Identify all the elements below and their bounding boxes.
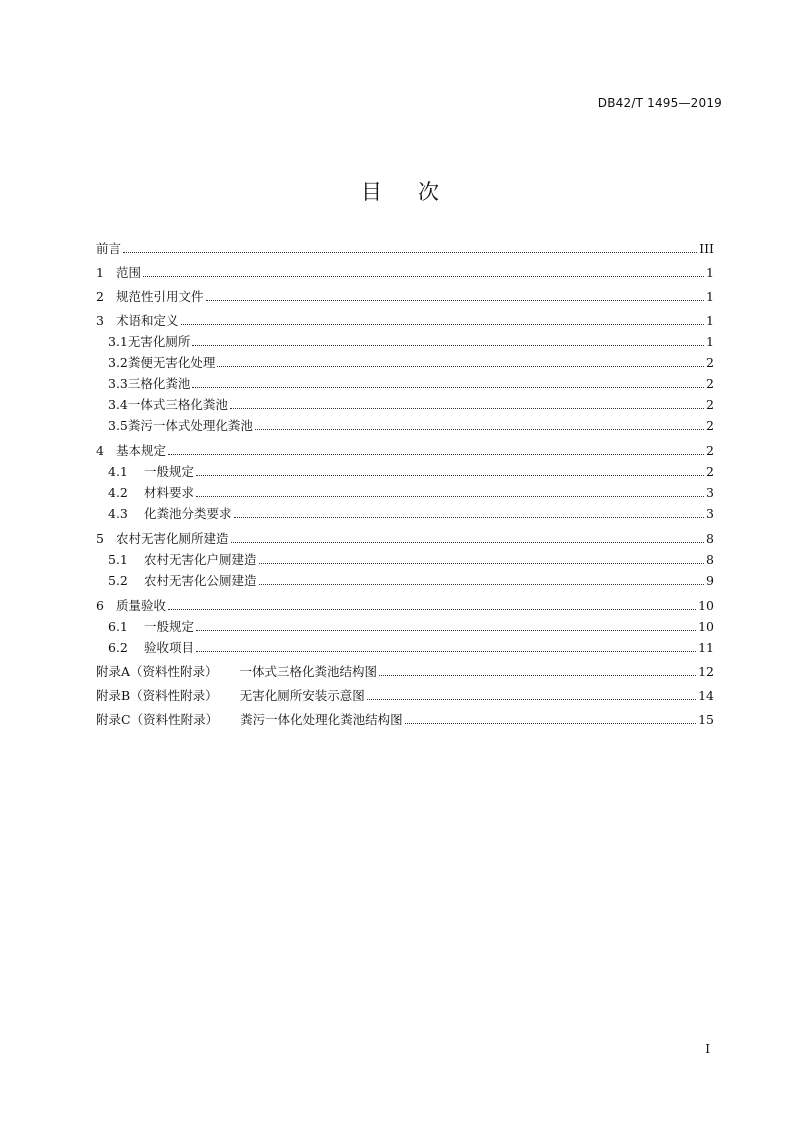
toc-entry-page: 3 — [706, 485, 714, 500]
toc-entry-page: 10 — [698, 598, 714, 613]
toc-entry-label: 农村无害化公厕建造 — [144, 573, 257, 588]
toc-entry-number: 3.1 — [108, 334, 128, 349]
toc-entry-3-1[interactable] — [96, 334, 714, 350]
toc-entry-page: 2 — [706, 418, 714, 433]
dot-leader — [259, 584, 705, 585]
toc-entry-number: 3.4 — [108, 397, 128, 412]
dot-leader — [196, 651, 696, 652]
toc-entry-appendix-b[interactable] — [96, 688, 714, 704]
toc-entry-number: 4 — [96, 443, 104, 458]
table-of-contents — [96, 241, 714, 728]
dot-leader — [367, 699, 696, 700]
toc-entry-number: 6.2 — [108, 640, 128, 655]
toc-entry-number: 4.2 — [108, 485, 128, 500]
toc-entry-6-2[interactable] — [96, 640, 714, 656]
toc-entry-number: 3.3 — [108, 376, 128, 391]
toc-entry-label: 材料要求 — [144, 485, 195, 500]
toc-entry-label: 三格化粪池 — [127, 376, 191, 391]
toc-entry-5-1[interactable] — [96, 552, 714, 568]
dot-leader — [379, 675, 696, 676]
toc-entry-number: 3.2 — [108, 355, 128, 370]
toc-entry-label: 范围 — [116, 265, 142, 280]
toc-entry-page: 1 — [706, 313, 714, 328]
toc-entry-label: 无害化厕所 — [127, 334, 191, 349]
toc-entry-number: 3 — [96, 313, 104, 328]
toc-entry-1[interactable] — [96, 265, 714, 281]
toc-entry-5-2[interactable] — [96, 573, 714, 589]
dot-leader — [206, 300, 705, 301]
toc-entry-5[interactable] — [96, 531, 714, 547]
toc-entry-4-2[interactable] — [96, 485, 714, 501]
dot-leader — [259, 563, 705, 564]
dot-leader — [168, 454, 704, 455]
toc-entry-appendix-c[interactable] — [96, 712, 714, 728]
toc-entry-number: 1 — [96, 265, 104, 280]
page-title: 目次 — [361, 180, 475, 204]
toc-entry-page: 1 — [706, 265, 714, 280]
toc-entry-number: 4.3 — [108, 506, 128, 521]
toc-entry-3-4[interactable] — [96, 397, 714, 413]
dot-leader — [234, 517, 705, 518]
toc-entry-page: 2 — [706, 464, 714, 479]
dot-leader — [192, 345, 704, 346]
toc-entry-label: 规范性引用文件 — [116, 289, 204, 304]
toc-entry-number: 5.2 — [108, 573, 128, 588]
toc-entry-label: 化粪池分类要求 — [144, 506, 232, 521]
toc-entry-3-5[interactable] — [96, 418, 714, 434]
toc-entry-number: 附录C（资料性附录） — [96, 712, 219, 727]
toc-entry-label: 验收项目 — [144, 640, 195, 655]
toc-entry-page: 3 — [706, 506, 714, 521]
toc-entry-label: 无害化厕所安装示意图 — [239, 688, 365, 703]
toc-entry-label: 质量验收 — [116, 598, 167, 613]
toc-entry-number: 附录B（资料性附录） — [96, 688, 218, 703]
toc-entry-label: 基本规定 — [116, 443, 167, 458]
toc-entry-page: 1 — [706, 289, 714, 304]
toc-entry-3-2[interactable] — [96, 355, 714, 371]
toc-entry-page: 9 — [706, 573, 714, 588]
toc-entry-label: 农村无害化户厕建造 — [144, 552, 257, 567]
toc-entry-page: 2 — [706, 376, 714, 391]
toc-entry-number: 5.1 — [108, 552, 128, 567]
toc-entry-3[interactable] — [96, 313, 714, 329]
toc-entry-label: 粪污一体化处理化粪池结构图 — [240, 712, 403, 727]
toc-entry-label: 前言 — [96, 241, 122, 256]
toc-entry-number: 4.1 — [108, 464, 128, 479]
toc-entry-label: 农村无害化厕所建造 — [116, 531, 229, 546]
dot-leader — [230, 408, 704, 409]
toc-entry-number: 6.1 — [108, 619, 128, 634]
toc-entry-foreword[interactable] — [96, 241, 714, 257]
dot-leader — [196, 475, 704, 476]
toc-entry-page: 12 — [698, 664, 714, 679]
toc-entry-number: 2 — [96, 289, 104, 304]
toc-entry-label: 粪污一体式处理化粪池 — [127, 418, 253, 433]
toc-entry-number: 5 — [96, 531, 104, 546]
toc-entry-2[interactable] — [96, 289, 714, 305]
dot-leader — [255, 429, 704, 430]
toc-entry-label: 一体式三格化粪池 — [127, 397, 228, 412]
toc-entry-number: 6 — [96, 598, 104, 613]
toc-entry-appendix-a[interactable] — [96, 664, 714, 680]
toc-entry-label: 一般规定 — [144, 464, 195, 479]
dot-leader — [196, 630, 696, 631]
toc-entry-page: 15 — [698, 712, 714, 727]
toc-entry-3-3[interactable] — [96, 376, 714, 392]
toc-entry-4-3[interactable] — [96, 506, 714, 522]
dot-leader — [123, 252, 697, 253]
dot-leader — [168, 609, 696, 610]
dot-leader — [405, 723, 697, 724]
toc-entry-page: III — [699, 241, 714, 256]
toc-entry-label: 一体式三格化粪池结构图 — [239, 664, 378, 679]
toc-entry-page: 1 — [706, 334, 714, 349]
page-number: I — [705, 1042, 710, 1056]
toc-entry-page: 11 — [698, 640, 714, 655]
dot-leader — [143, 276, 704, 277]
toc-entry-6-1[interactable] — [96, 619, 714, 635]
toc-entry-page: 2 — [706, 443, 714, 458]
toc-entry-page: 8 — [706, 531, 714, 546]
dot-leader — [196, 496, 704, 497]
toc-entry-number: 附录A（资料性附录） — [96, 664, 218, 679]
toc-entry-page: 10 — [698, 619, 714, 634]
standard-code: DB42/T 1495—2019 — [597, 96, 722, 110]
toc-entry-page: 2 — [706, 397, 714, 412]
toc-entry-4[interactable] — [96, 443, 714, 459]
dot-leader — [192, 387, 704, 388]
toc-entry-label: 一般规定 — [144, 619, 195, 634]
dot-leader — [181, 324, 705, 325]
toc-entry-label: 术语和定义 — [116, 313, 179, 328]
toc-entry-4-1[interactable] — [96, 464, 714, 480]
toc-entry-page: 2 — [706, 355, 714, 370]
toc-entry-label: 粪便无害化处理 — [127, 355, 216, 370]
dot-leader — [231, 542, 705, 543]
toc-entry-6[interactable] — [96, 598, 714, 614]
toc-entry-number: 3.5 — [108, 418, 128, 433]
toc-entry-page: 14 — [698, 688, 714, 703]
toc-entry-page: 8 — [706, 552, 714, 567]
dot-leader — [217, 366, 704, 367]
